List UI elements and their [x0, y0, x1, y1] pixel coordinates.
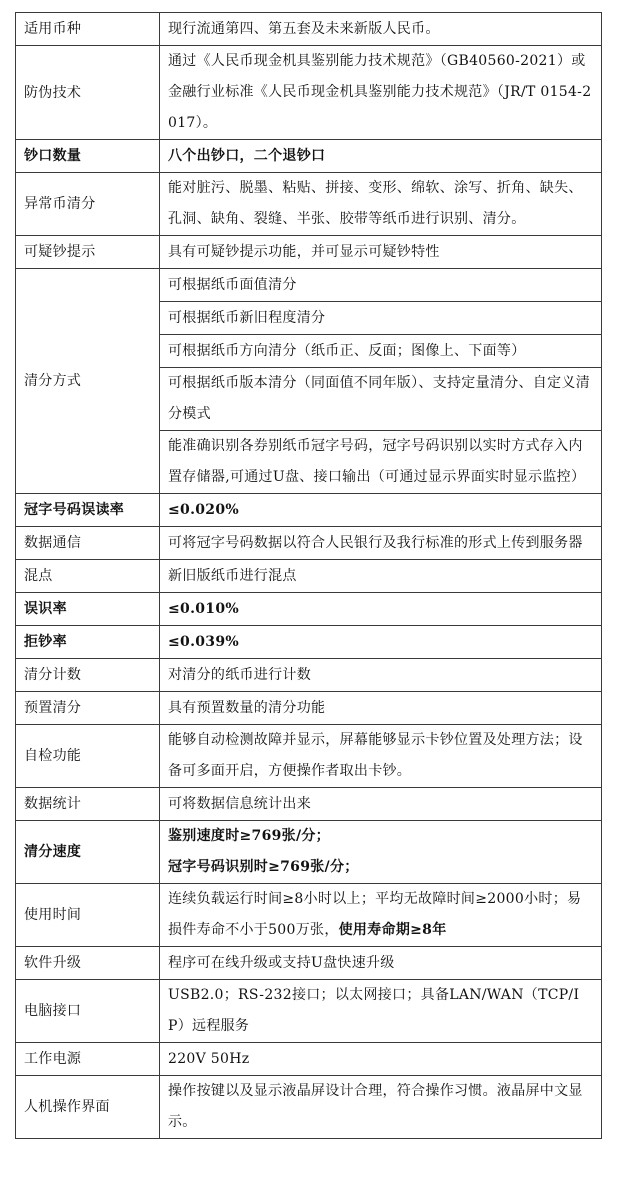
- row-value: [160, 884, 602, 947]
- table-row: [16, 140, 602, 173]
- row-label: 使用时间: [16, 884, 160, 947]
- table-row: [16, 725, 602, 788]
- row-value: 可根据纸币方向清分（纸币正、反面；图像上、下面等）: [160, 335, 602, 368]
- row-value: 程序可在线升级或支持U盘快速升级: [160, 947, 602, 980]
- table-row: [16, 236, 602, 269]
- usage-text: 连续负载运行时间≥8小时以上；平均无故障时间≥2000小时；易损件寿命不小于500万张，: [168, 891, 582, 938]
- row-value: 可根据纸币面值清分: [160, 269, 602, 302]
- row-value: 对清分的纸币进行计数: [160, 659, 602, 692]
- row-value: 具有预置数量的清分功能: [160, 692, 602, 725]
- row-value: [160, 821, 602, 884]
- row-label: 防伪技术: [16, 46, 160, 140]
- row-value: 新旧版纸币进行混点: [160, 560, 602, 593]
- table-row: [16, 659, 602, 692]
- row-value: 具有可疑钞提示功能，并可显示可疑钞特性: [160, 236, 602, 269]
- row-label: 可疑钞提示: [16, 236, 160, 269]
- row-label: 拒钞率: [16, 626, 160, 659]
- row-label: 自检功能: [16, 725, 160, 788]
- table-row: [16, 788, 602, 821]
- table-row: [16, 13, 602, 46]
- table-row: [16, 626, 602, 659]
- row-label: 异常币清分: [16, 173, 160, 236]
- row-label: 混点: [16, 560, 160, 593]
- row-value: ≤0.039%: [160, 626, 602, 659]
- row-label: 清分速度: [16, 821, 160, 884]
- table-row: [16, 269, 602, 302]
- row-value: 能够自动检测故障并显示，屏幕能够显示卡钞位置及处理方法；设备可多面开启，方便操作者取出卡钞。: [160, 725, 602, 788]
- row-label: 电脑接口: [16, 980, 160, 1043]
- row-value: ≤0.020%: [160, 494, 602, 527]
- row-label: 清分计数: [16, 659, 160, 692]
- table-row: [16, 1043, 602, 1076]
- row-value: 可将数据信息统计出来: [160, 788, 602, 821]
- table-row: [16, 593, 602, 626]
- row-value: 可根据纸币新旧程度清分: [160, 302, 602, 335]
- table-row: [16, 1076, 602, 1139]
- table-row: [16, 494, 602, 527]
- row-value: 操作按键以及显示液晶屏设计合理，符合操作习惯。液晶屏中文显示。: [160, 1076, 602, 1139]
- table-row: [16, 46, 602, 140]
- row-label: 钞口数量: [16, 140, 160, 173]
- speed-line: 鉴别速度时≥769张/分；: [168, 828, 330, 844]
- row-label: 工作电源: [16, 1043, 160, 1076]
- row-value: 220V 50Hz: [160, 1043, 602, 1076]
- row-label: 软件升级: [16, 947, 160, 980]
- row-value: USB2.0；RS-232接口；以太网接口；具备LAN/WAN（TCP/IP）远程服务: [160, 980, 602, 1043]
- table-row: [16, 884, 602, 947]
- table-row: [16, 947, 602, 980]
- row-label: 冠字号码误读率: [16, 494, 160, 527]
- row-value: 通过《人民币现金机具鉴别能力技术规范》（GB40560-2021）或金融行业标准《人民币现金机具鉴别能力技术规范》（JR/T 0154-2017）。: [160, 46, 602, 140]
- spec-table: [15, 12, 602, 1139]
- row-label: 清分方式: [16, 269, 160, 494]
- row-value: 能准确识别各券别纸币冠字号码，冠字号码识别以实时方式存入内置存储器,可通过U盘、接口输出（可通过显示界面实时显示监控）: [160, 431, 602, 494]
- speed-line: 冠字号码识别时≥769张/分；: [168, 859, 359, 875]
- row-label: 数据统计: [16, 788, 160, 821]
- row-value: 能对脏污、脱墨、粘贴、拼接、变形、绵软、涂写、折角、缺失、孔洞、缺角、裂缝、半张、胶带等纸币进行识别、清分。: [160, 173, 602, 236]
- table-row: [16, 173, 602, 236]
- table-row: [16, 527, 602, 560]
- usage-life-text: 使用寿命期≥8年: [338, 922, 447, 938]
- table-row: [16, 692, 602, 725]
- row-value: 可将冠字号码数据以符合人民银行及我行标准的形式上传到服务器: [160, 527, 602, 560]
- row-label: 预置清分: [16, 692, 160, 725]
- table-row: [16, 560, 602, 593]
- row-label: 数据通信: [16, 527, 160, 560]
- table-row: [16, 821, 602, 884]
- row-value: ≤0.010%: [160, 593, 602, 626]
- table-row: [16, 980, 602, 1043]
- row-label: 人机操作界面: [16, 1076, 160, 1139]
- row-value: 可根据纸币版本清分（同面值不同年版）、支持定量清分、自定义清分模式: [160, 368, 602, 431]
- row-value: 八个出钞口，二个退钞口: [160, 140, 602, 173]
- row-value: 现行流通第四、第五套及未来新版人民币。: [160, 13, 602, 46]
- row-label: 误识率: [16, 593, 160, 626]
- row-label: 适用币种: [16, 13, 160, 46]
